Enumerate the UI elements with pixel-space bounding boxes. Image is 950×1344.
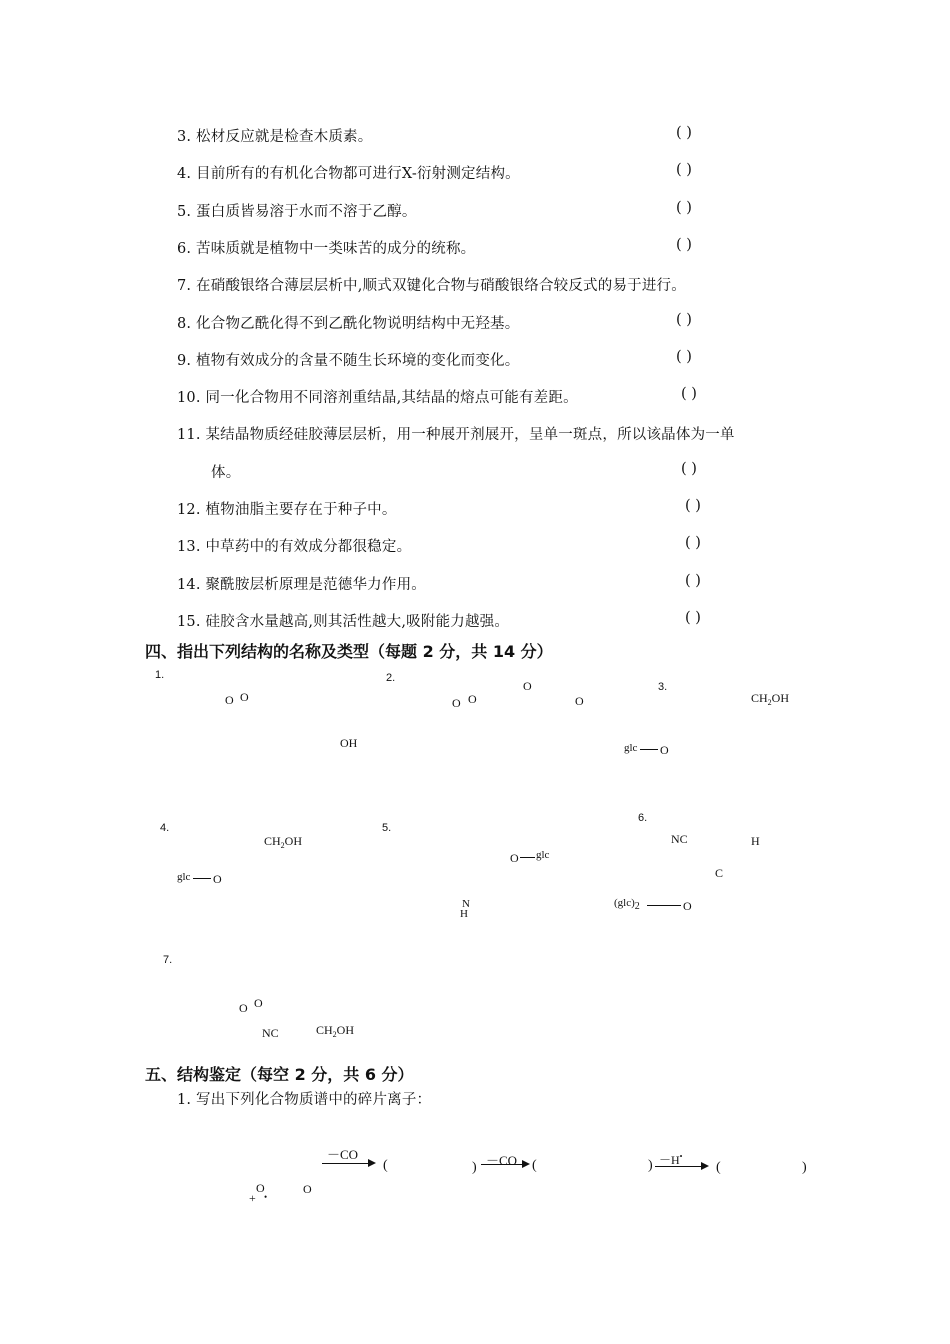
question-15: 15. 硅胶含水量越高,则其活性越大,吸附能力越强。 bbox=[177, 614, 510, 630]
answer-blank: ( ) bbox=[676, 125, 692, 141]
group-ch2oh: $CH_2OH$ bbox=[316, 1023, 355, 1039]
group-nc: NC bbox=[262, 1026, 279, 1040]
atom-o: O bbox=[523, 679, 532, 693]
atom-h: H bbox=[460, 908, 468, 920]
atom-c: C bbox=[715, 866, 724, 880]
question-4: 4. 目前所有的有机化合物都可进行X-衍射测定结构。 bbox=[177, 166, 520, 182]
atom-o: O bbox=[256, 1181, 265, 1195]
group-nc: NC bbox=[671, 832, 688, 846]
atom-o: O bbox=[468, 692, 477, 706]
structure-number: 3. bbox=[658, 681, 668, 693]
paren-close: ) bbox=[648, 1158, 653, 1173]
atom-o: O bbox=[239, 1001, 248, 1015]
question-11: 11. 某结晶物质经硅胶薄层层析，用一种展开剂展开，呈单一斑点，所以该晶体为一单 bbox=[177, 427, 735, 443]
answer-blank: ( ) bbox=[685, 610, 701, 626]
paren-close: ) bbox=[472, 1160, 477, 1175]
structure-number: 1. bbox=[155, 669, 165, 681]
section-4-title: 四、指出下列结构的名称及类型（每题 2 分，共 14 分） bbox=[145, 642, 553, 661]
arrow-right-icon bbox=[655, 1166, 707, 1167]
atom-o: O bbox=[240, 690, 249, 704]
plus-sign: + bbox=[249, 1191, 256, 1205]
bond-line bbox=[640, 749, 658, 750]
bond-line bbox=[520, 857, 535, 858]
arrow-right-icon bbox=[322, 1163, 374, 1164]
answer-blank: ( ) bbox=[676, 162, 692, 178]
bond-line bbox=[193, 878, 211, 879]
group-ch2oh: $CH_2OH$ bbox=[751, 691, 790, 707]
answer-blank: ( ) bbox=[685, 535, 701, 551]
structure-number: 4. bbox=[160, 822, 170, 834]
atom-n: N bbox=[462, 898, 470, 910]
paren-open: ( bbox=[383, 1158, 388, 1173]
group-glc: glc bbox=[177, 871, 191, 883]
question-7: 7. 在硝酸银络合薄层层析中,顺式双键化合物与硝酸银络合较反式的易于进行。 bbox=[177, 278, 686, 294]
answer-blank: ( ) bbox=[685, 498, 701, 514]
arrow-label: －CO bbox=[486, 1153, 518, 1168]
atom-h: H bbox=[751, 834, 760, 848]
group-glc-2: (glc)2 bbox=[614, 897, 640, 912]
answer-blank: ( ) bbox=[676, 312, 692, 328]
question-8: 8. 化合物乙酰化得不到乙酰化物说明结构中无羟基。 bbox=[177, 316, 520, 332]
atom-o: O bbox=[254, 996, 263, 1010]
question-14: 14. 聚酰胺层析原理是范德华力作用。 bbox=[177, 577, 426, 593]
answer-blank: ( ) bbox=[681, 461, 697, 477]
atom-o: O bbox=[213, 872, 222, 886]
arrow-label: －H• bbox=[659, 1152, 683, 1167]
question-5: 5. 蛋白质皆易溶于水而不溶于乙醇。 bbox=[177, 204, 417, 220]
paren-open: ( bbox=[532, 1158, 537, 1173]
group-ch2oh: $CH_2OH$ bbox=[264, 834, 303, 850]
section-5-title: 五、结构鉴定（每空 2 分，共 6 分） bbox=[145, 1065, 414, 1084]
bond-line bbox=[647, 905, 681, 906]
structure-number: 6. bbox=[638, 812, 648, 824]
question-12: 12. 植物油脂主要存在于种子中。 bbox=[177, 502, 397, 518]
group-oh: OH bbox=[340, 736, 358, 750]
atom-o: O bbox=[303, 1182, 312, 1196]
group-glc: glc bbox=[624, 742, 638, 754]
question-11-cont: 体。 bbox=[211, 465, 241, 481]
answer-blank: ( ) bbox=[681, 386, 697, 402]
atom-o: O bbox=[225, 693, 234, 707]
radical-dot: • bbox=[264, 1192, 268, 1202]
atom-o: O bbox=[683, 899, 692, 913]
atom-o: O bbox=[575, 694, 584, 708]
atom-o: O bbox=[452, 696, 461, 710]
structure-number: 7. bbox=[163, 954, 173, 966]
question-10: 10. 同一化合物用不同溶剂重结晶,其结晶的熔点可能有差距。 bbox=[177, 390, 578, 406]
arrow-label: －CO bbox=[327, 1147, 359, 1162]
question-9: 9. 植物有效成分的含量不随生长环境的变化而变化。 bbox=[177, 353, 520, 369]
answer-blank: ( ) bbox=[676, 349, 692, 365]
question-6: 6. 苦味质就是植物中一类味苦的成分的统称。 bbox=[177, 241, 476, 257]
answer-blank: ( ) bbox=[676, 237, 692, 253]
arrow-right-icon bbox=[481, 1164, 528, 1165]
question-3: 3. 松材反应就是检查木质素。 bbox=[177, 129, 373, 145]
answer-blank: ( ) bbox=[676, 200, 692, 216]
question-1: 1. 写出下列化合物质谱中的碎片离子： bbox=[177, 1092, 432, 1108]
answer-blank: ( ) bbox=[685, 573, 701, 589]
group-glc: glc bbox=[536, 849, 550, 861]
atom-o: O bbox=[660, 743, 669, 757]
structure-number: 5. bbox=[382, 822, 392, 834]
atom-o: O bbox=[510, 851, 519, 865]
structure-number: 2. bbox=[386, 672, 396, 684]
question-13: 13. 中草药中的有效成分都很稳定。 bbox=[177, 539, 412, 555]
paren-open: ( bbox=[716, 1160, 721, 1175]
paren-close: ) bbox=[802, 1160, 807, 1175]
